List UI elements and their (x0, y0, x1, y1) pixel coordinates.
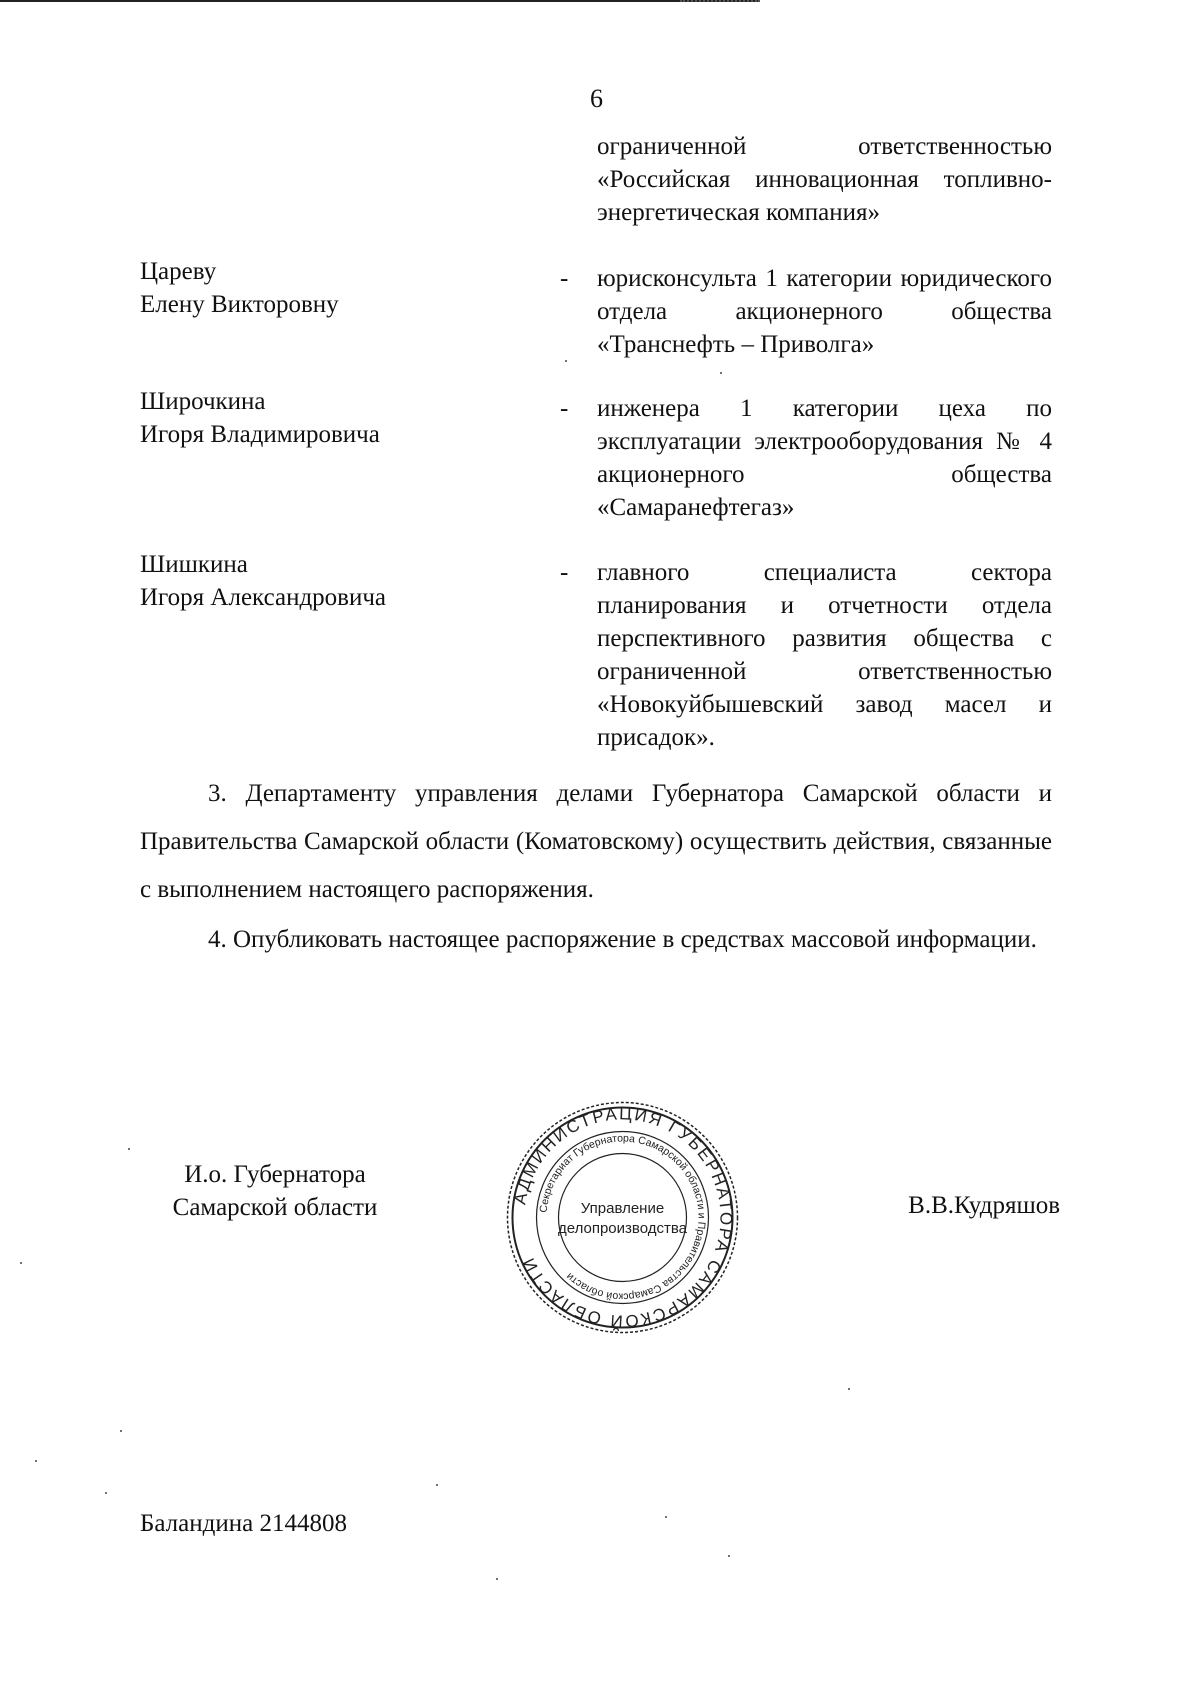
person-position: юрисконсульта 1 категории юридического отдела акционерного общества «Транснефть – Приволга» (597, 265, 1052, 358)
scan-edge-line (0, 0, 760, 2)
person-position: инженера 1 категории цеха по эксплуатации электрооборудования № 4 акционерного общества «Самаранефтегаз» (597, 395, 1052, 521)
continuation-text: ограниченной ответственностью «Российская инновационная топливно-энергетическая компания» (597, 133, 1052, 226)
scan-edge-mark (680, 0, 760, 6)
seal-outer-text: АДМИНИСТРАЦИЯ ГУБЕРНАТОРА САМАРСКОЙ ОБЛАСТИ (510, 1104, 736, 1331)
person-surname: Шишкина (140, 551, 248, 578)
person-given-names: Игоря Александровича (140, 584, 387, 611)
person-name (140, 255, 500, 321)
seal-center-line: Управление (580, 1200, 665, 1217)
seal-center-line: делопроизводства (557, 1220, 688, 1237)
person-name (140, 385, 500, 451)
person-surname: Цареву (140, 258, 217, 285)
scan-speck (35, 1460, 37, 1462)
scan-speck (848, 1388, 850, 1390)
scan-speck (105, 1492, 107, 1494)
person-given-names: Елену Викторовну (140, 291, 339, 318)
person-given-names: Игоря Владимировича (140, 421, 380, 448)
scan-speck (120, 1430, 122, 1432)
signatory-name: В.В.Кудряшов (908, 1192, 1060, 1219)
official-seal (505, 1100, 740, 1335)
list-dash: - (560, 265, 569, 292)
person-position: главного специалиста сектора планирования и отчетности отдела перспективного развития общества с ограниченной ответственностью «Новокуйбышевский завод масел и присадок». (597, 559, 1052, 751)
scan-speck (496, 1578, 498, 1580)
contact-line: Баландина 2144808 (140, 1510, 347, 1537)
scan-speck (565, 360, 567, 362)
scan-speck (436, 1484, 438, 1486)
person-surname: Широчкина (140, 388, 266, 415)
scan-speck (20, 1262, 22, 1264)
page-number: 6 (590, 84, 603, 113)
scan-speck (720, 372, 722, 374)
scan-speck (728, 1555, 730, 1557)
list-dash: - (560, 395, 569, 422)
signatory-title (150, 1158, 400, 1224)
seal-middle-text: Секретариат Губернатора Самарской области и Правительства Самарской области (537, 1132, 708, 1303)
scan-speck (128, 1148, 130, 1150)
paragraph-3: 3. Департаменту управления делами Губернатора Самарской области и Правительства Самарской области (Коматовскому) осуществить действия, связанные с выполнением настоящего распоряжения. (140, 780, 1052, 903)
seal-ring (537, 1132, 709, 1304)
paragraph-4: 4. Опубликовать настоящее распоряжение в средствах массовой информации. (208, 926, 1037, 953)
list-dash: - (560, 559, 569, 586)
seal-ring (559, 1154, 687, 1282)
signatory-title-line: И.о. Губернатора (184, 1161, 366, 1188)
scan-speck (665, 1516, 667, 1518)
signatory-title-line: Самарской области (172, 1194, 378, 1221)
person-name (140, 548, 500, 614)
